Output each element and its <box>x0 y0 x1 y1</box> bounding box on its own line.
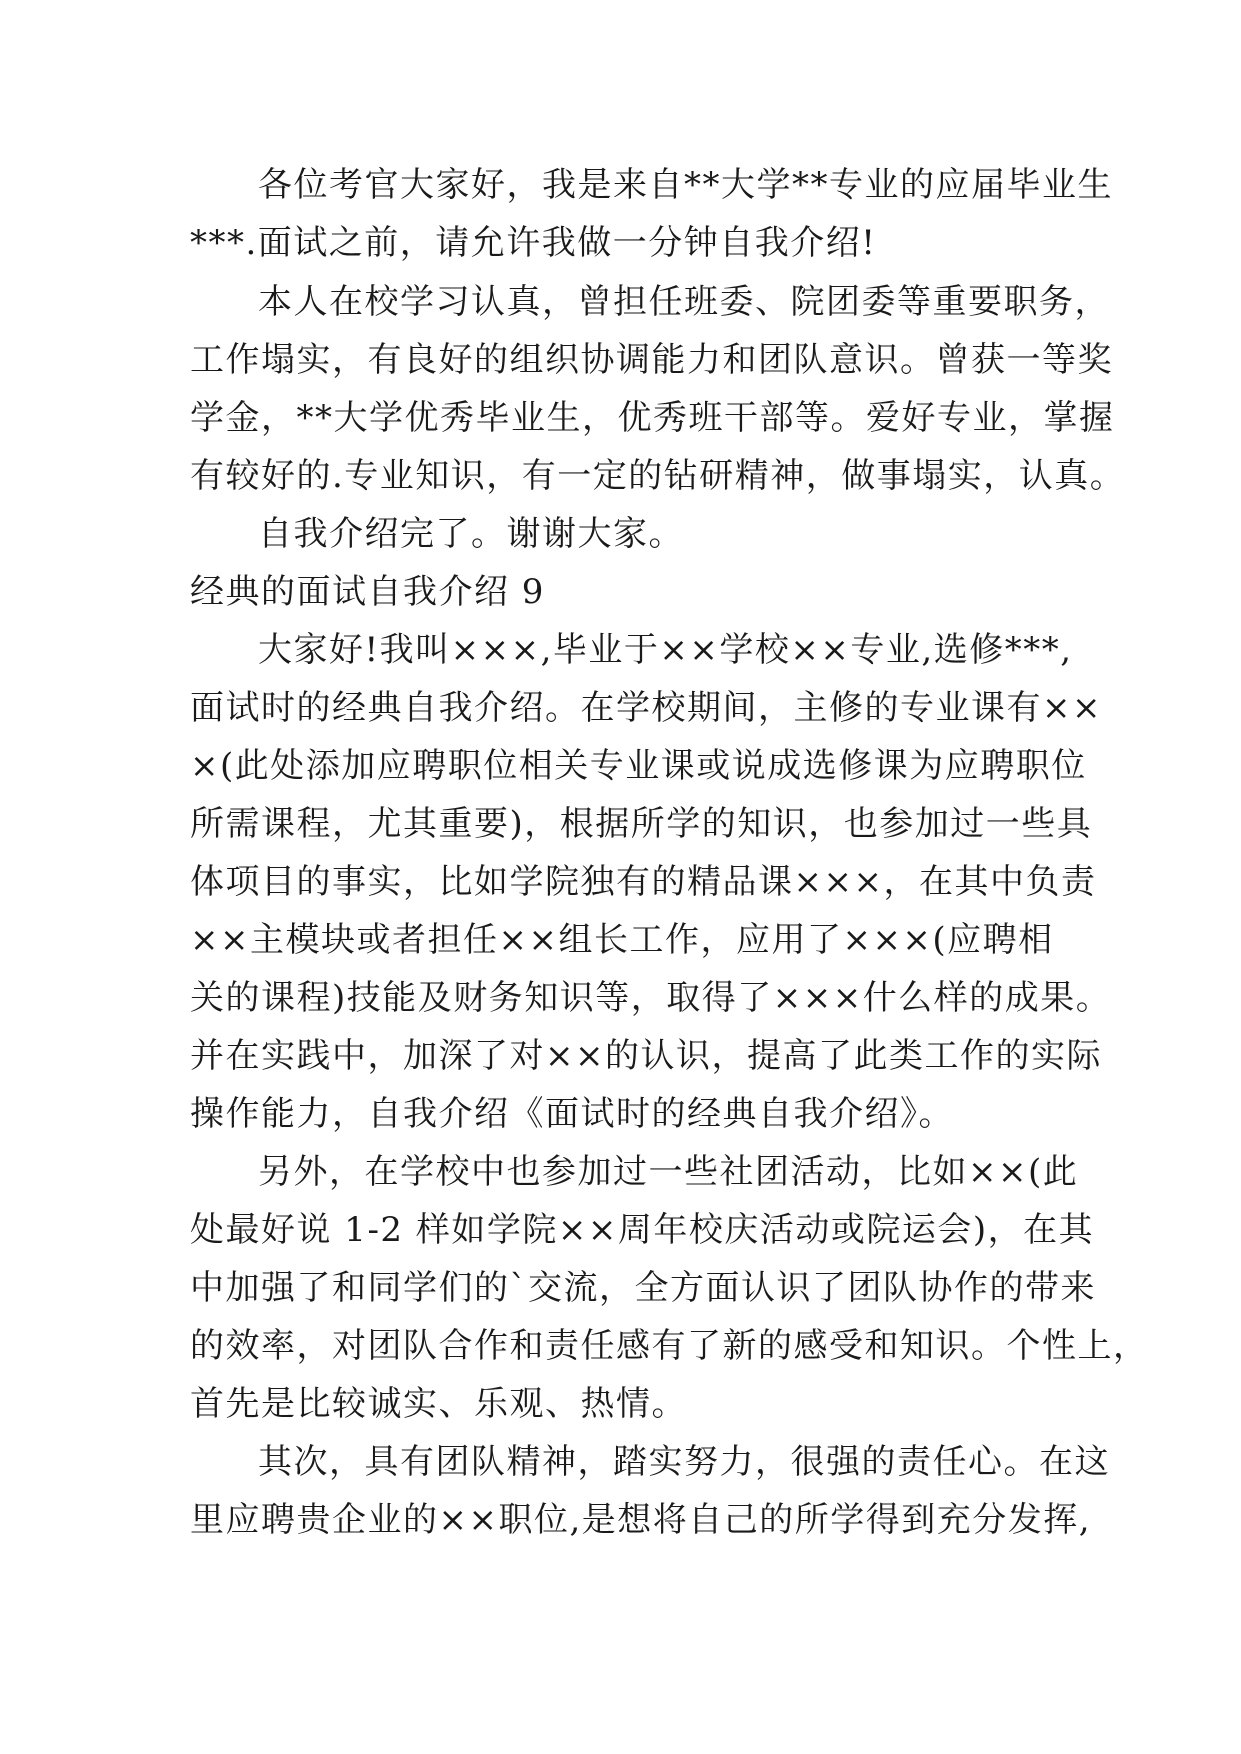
paragraph-line: 自我介绍完了。谢谢大家。 <box>258 514 684 554</box>
paragraph-line: 里应聘贵企业的××职位,是想将自己的所学得到充分发挥, <box>190 1500 1092 1540</box>
paragraph-line: 操作能力，自我介绍《面试时的经典自我介绍》。 <box>190 1094 954 1134</box>
section-heading: 经典的面试自我介绍 9 <box>190 572 545 612</box>
paragraph-line: 学金，**大学优秀毕业生，优秀班干部等。爱好专业，掌握 <box>190 398 1115 438</box>
paragraph-line: 体项目的事实，比如学院独有的精品课×××，在其中负责 <box>190 862 1097 902</box>
paragraph-line: 本人在校学习认真，曾担任班委、院团委等重要职务， <box>258 282 1110 322</box>
paragraph-line: 大家好!我叫×××,毕业于××学校××专业,选修***, <box>258 630 1073 670</box>
paragraph-line: 中加强了和同学们的`交流，全方面认识了团队协作的带来 <box>190 1268 1096 1308</box>
paragraph-line: 的效率，对团队合作和责任感有了新的感受和知识。个性上， <box>190 1326 1149 1366</box>
paragraph-line: 另外，在学校中也参加过一些社团活动，比如××(此 <box>258 1152 1079 1192</box>
paragraph-line: ×(此处添加应聘职位相关专业课或说成选修课为应聘职位 <box>190 746 1087 786</box>
paragraph-line: 工作塌实，有良好的组织协调能力和团队意识。曾获一等奖 <box>190 340 1113 380</box>
paragraph-line: 处最好说 1-2 样如学院××周年校庆活动或院运会)，在其 <box>190 1210 1095 1250</box>
paragraph-line: 首先是比较诚实、乐观、热情。 <box>190 1384 687 1424</box>
paragraph-line: 有较好的.专业知识，有一定的钻研精神，做事塌实，认真。 <box>190 456 1126 496</box>
paragraph-line: 并在实践中，加深了对××的认识，提高了此类工作的实际 <box>190 1036 1102 1076</box>
paragraph-line: ***.面试之前，请允许我做一分钟自我介绍! <box>190 223 877 263</box>
paragraph-line: 各位考官大家好，我是来自**大学**专业的应届毕业生 <box>258 165 1113 205</box>
paragraph-line: 关的课程)技能及财务知识等，取得了×××什么样的成果。 <box>190 978 1112 1018</box>
paragraph-line: 其次，具有团队精神，踏实努力，很强的责任心。在这 <box>258 1442 1110 1482</box>
paragraph-line: 所需课程，尤其重要)，根据所学的知识，也参加过一些具 <box>190 804 1093 844</box>
paragraph-line: 面试时的经典自我介绍。在学校期间，主修的专业课有×× <box>190 688 1102 728</box>
paragraph-line: ××主模块或者担任××组长工作，应用了×××(应聘相 <box>190 920 1054 960</box>
